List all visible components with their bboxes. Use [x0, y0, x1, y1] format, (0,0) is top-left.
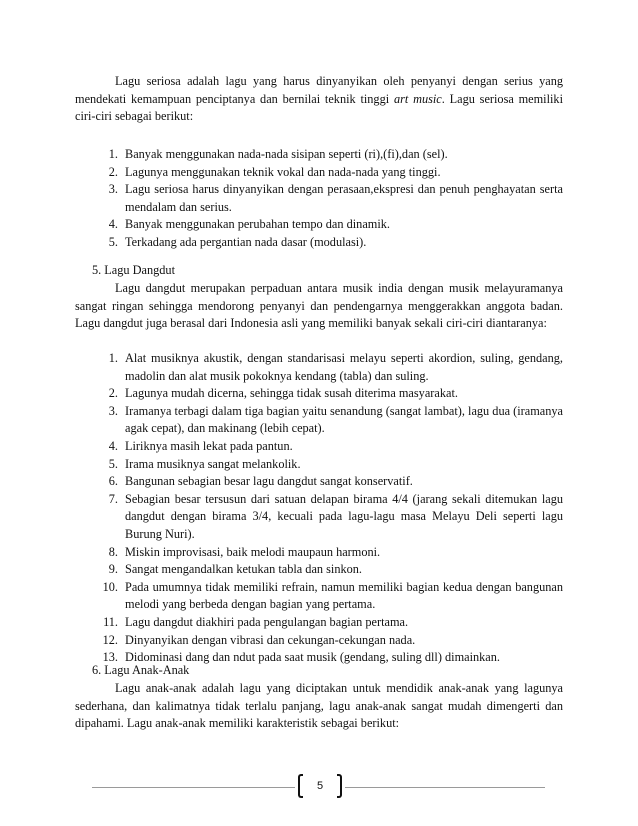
page-number: 5	[316, 780, 324, 792]
list-item: 4. Liriknya masih lekat pada pantun.	[108, 438, 293, 453]
dangdut-characteristics-list	[75, 350, 563, 667]
intro-text: Lagu seriosa adalah lagu yang harus dinyanyikan oleh penyanyi dengan serius yang mendekati kemampuan penciptanya dan bernilai teknik tinggi	[75, 74, 563, 106]
page-number-bracket-right	[337, 774, 342, 798]
intro-italic-term: art music	[393, 91, 442, 106]
list-item: 5. Irama musiknya sangat melankolik.	[108, 456, 301, 471]
anak-anak-paragraph: Lagu anak-anak adalah lagu yang diciptakan untuk mendidik anak-anak yang lagunya sederhana, dan kalimatnya tidak terlalu panjang, lagu anak-anak sangat mudah dimengerti dan dipahami. Lagu anak-anak memiliki karakteristik sebagai berikut:	[75, 681, 563, 731]
list-item: 9. Sangat mengandalkan ketukan tabla dan sinkon.	[108, 562, 362, 577]
list-item: 5. Terkadang ada pergantian nada dasar (modulasi).	[108, 234, 367, 249]
list-item: 2. Lagunya mudah dicerna, sehingga tidak susah diterima masyarakat.	[108, 386, 458, 401]
intro-paragraph	[75, 73, 563, 126]
list-item: 10. Pada umumnya tidak memiliki refrain, namun memiliki bagian kedua dengan bangunan melodi yang berbeda dengan bagian yang pertama.	[102, 579, 563, 612]
footer-rule-right	[345, 787, 545, 788]
list-item: 11. Lagu dangdut diakhiri pada pengulangan bagian pertama.	[103, 614, 409, 629]
list-item: 1. Alat musiknya akustik, dengan standarisasi melayu seperti akordion, suling, gendang, madolin dan alat musik pokoknya kendang (tabla) dan suling.	[108, 351, 563, 383]
list-item: 4. Banyak menggunakan perubahan tempo dan dinamik.	[108, 217, 390, 232]
section-heading-anak-anak: 6. Lagu Anak-Anak	[92, 663, 190, 677]
list-item: 13. Didominasi dang dan ndut pada saat musik (gendang, suling dll) dimainkan.	[102, 650, 500, 665]
list-item: 8. Miskin improvisasi, baik melodi maupaun harmoni.	[108, 544, 381, 559]
list-item: 6. Bangunan sebagian besar lagu dangdut sangat konservatif.	[108, 474, 413, 489]
intro-text-end: . Lagu seriosa memiliki ciri-ciri sebagai berikut:	[75, 91, 563, 124]
seriosa-characteristics-list	[75, 146, 563, 252]
dangdut-paragraph: Lagu dangdut merupakan perpaduan antara musik india dengan musik melayuramanya sangat ringan sehingga mendorong penyanyi dan pendengarnya menggerakkan anggota badan. Lagu dangdut juga berasal dari Indonesia asli yang memiliki banyak sekali ciri-ciri diantaranya:	[75, 281, 563, 331]
list-item: 3. Lagu seriosa harus dinyanyikan dengan perasaan,ekspresi dan penuh penghayatan serta mendalam dan serius.	[108, 182, 563, 214]
list-item: 7. Sebagian besar tersusun dari satuan delapan birama 4/4 (jarang sekali ditemukan lagu dangdut dengan birama 3/4, kecuali pada lagu-lagu masa Melayu Deli seperti lagu Burung Nuri).	[108, 491, 563, 541]
list-item: 2. Lagunya menggunakan teknik vokal dan nada-nada yang tinggi.	[108, 164, 441, 179]
list-item: 1. Banyak menggunakan nada-nada sisipan seperti (ri),(fi),dan (sel).	[108, 147, 448, 161]
list-item: 3. Iramanya terbagi dalam tiga bagian yaitu senandung (sangat lambat), lagu dua (iramanya agak cepat), dan makinang (lebih cepat).	[108, 403, 563, 436]
section-heading-dangdut: 5. Lagu Dangdut	[92, 263, 175, 277]
footer-rule-left	[92, 787, 295, 788]
list-item: 12. Dinyanyikan dengan vibrasi dan cekungan-cekungan nada.	[102, 632, 416, 647]
